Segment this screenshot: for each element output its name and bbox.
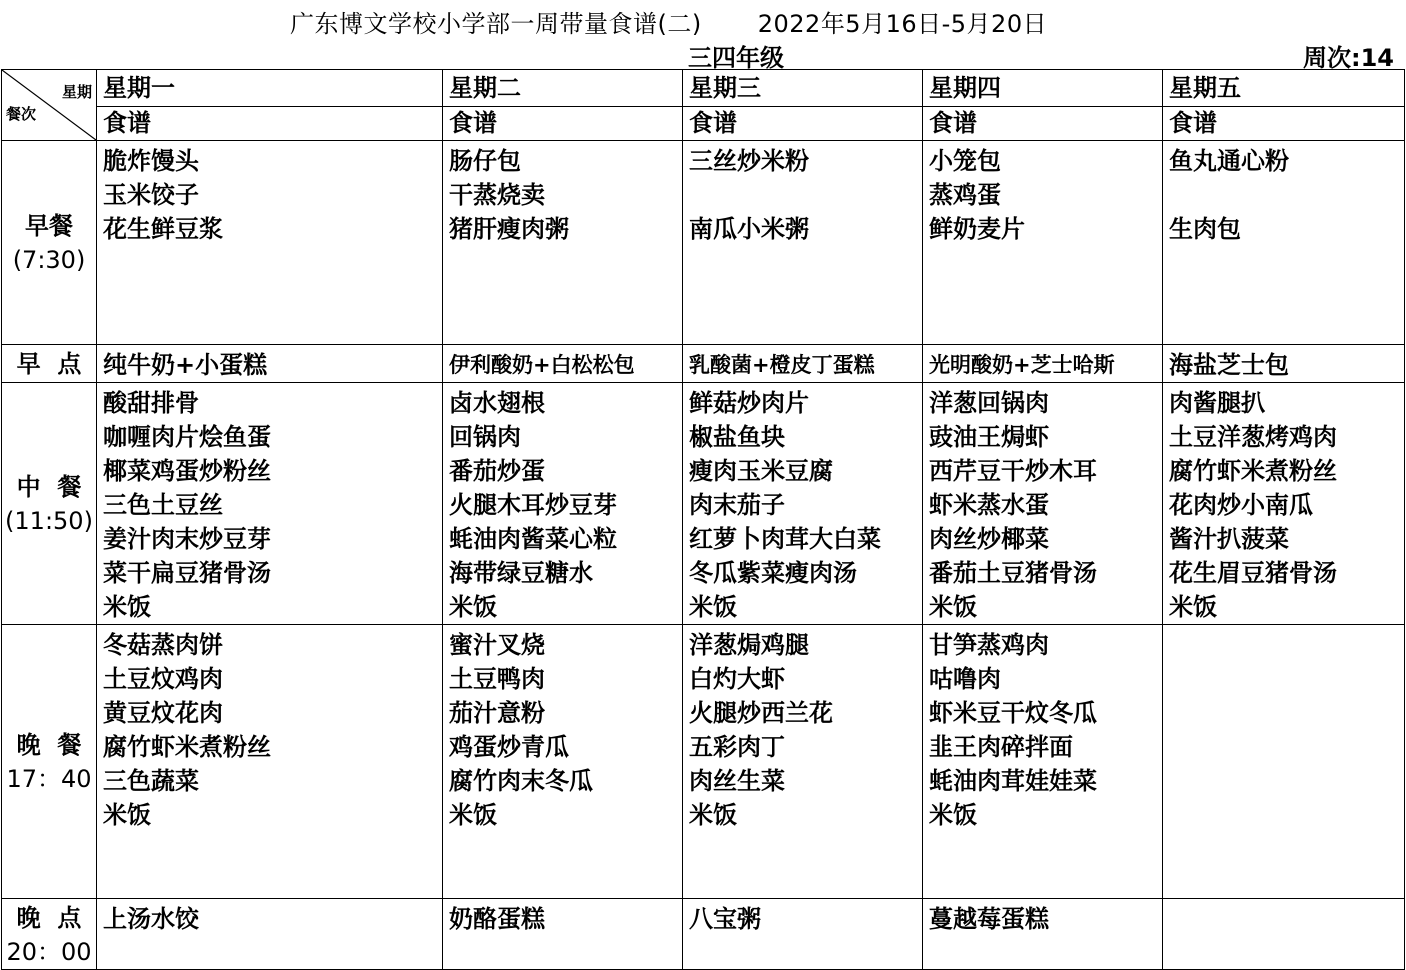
dish-item: 生肉包: [1169, 215, 1241, 243]
dish-item: 米饭: [689, 801, 737, 829]
menu-cell-breakfast-wednesday: [683, 141, 923, 345]
menu-cell-lunch-wednesday: [683, 383, 923, 625]
corner-cell: [2, 70, 97, 141]
dish-item: 三色蔬菜: [103, 767, 199, 795]
dish-item: 卤水翅根: [449, 389, 545, 417]
dish-item: 椒盐鱼块: [689, 423, 785, 451]
menu-cell-breakfast-friday: [1163, 141, 1405, 345]
dish-item: 肉酱腿扒: [1169, 389, 1265, 417]
dish-item: 光明酸奶+芝士哈斯: [929, 353, 1115, 377]
menu-cell-breakfast-tuesday: [443, 141, 683, 345]
dish-item: 茄汁意粉: [449, 699, 545, 727]
dish-item: 鸡蛋炒青瓜: [449, 733, 569, 761]
dish-item: 鱼丸通心粉: [1169, 147, 1289, 175]
recipe-label-friday: 食谱: [1163, 107, 1405, 141]
dish-item: 虾米豆干炆冬瓜: [929, 699, 1097, 727]
menu-cell-lunch-thursday: [923, 383, 1163, 625]
menu-cell-dinner-wednesday: [683, 625, 923, 899]
dish-item: 米饭: [449, 593, 497, 621]
menu-cell-lunch-monday: [97, 383, 443, 625]
dish-item: 肉末茄子: [689, 491, 785, 519]
dish-item: 洋葱回锅肉: [929, 389, 1049, 417]
dish-item: 鲜菇炒肉片: [689, 389, 809, 417]
dish-item: 豉油王焗虾: [929, 423, 1049, 451]
dish-item: 椰菜鸡蛋炒粉丝: [103, 457, 271, 485]
dish-item: 花肉炒小南瓜: [1169, 491, 1313, 519]
day-wednesday: 星期三: [683, 70, 923, 107]
dish-item: 腐竹肉末冬瓜: [449, 767, 593, 795]
dish-item: 乳酸菌+橙皮丁蛋糕: [689, 353, 875, 377]
dish-item: 番茄土豆猪骨汤: [929, 559, 1097, 587]
meal-time: 20：00: [6, 938, 92, 966]
dish-item: 米饭: [449, 801, 497, 829]
dish-item: [689, 178, 922, 212]
dish-item: 虾米蒸水蛋: [929, 491, 1049, 519]
dish-item: 火腿炒西兰花: [689, 699, 833, 727]
date-range: 2022年5月16日-5月20日: [757, 10, 1048, 38]
grade-label: 三四年级: [688, 44, 784, 72]
menu-cell-morning-snack-wednesday: [683, 345, 923, 383]
menu-cell-morning-snack-tuesday: [443, 345, 683, 383]
recipe-label-wednesday: 食谱: [683, 107, 923, 141]
week-number: 周次:14: [1303, 44, 1394, 72]
meal-time: 17：40: [6, 764, 92, 793]
dish-item: 瘦肉玉米豆腐: [689, 457, 833, 485]
menu-table: [1, 69, 1405, 970]
dish-item: 三色土豆丝: [103, 491, 223, 519]
dish-item: 蜜汁叉烧: [449, 631, 545, 659]
dish-item: 腐竹虾米煮粉丝: [1169, 457, 1337, 485]
dish-item: 菜干扁豆猪骨汤: [103, 559, 271, 587]
dish-item: 肠仔包: [449, 147, 521, 175]
meal-row-breakfast: [2, 141, 1405, 345]
dish-item: 肉丝炒椰菜: [929, 525, 1049, 553]
meal-row-morning-snack: [2, 345, 1405, 383]
dish-item: 西芹豆干炒木耳: [929, 457, 1097, 485]
dish-item: 土豆炆鸡肉: [103, 665, 223, 693]
dish-item: 蚝油肉酱菜心粒: [449, 525, 617, 553]
dish-item: 土豆洋葱烤鸡肉: [1169, 423, 1337, 451]
dish-item: 米饭: [103, 801, 151, 829]
dish-item: 火腿木耳炒豆芽: [449, 491, 617, 519]
menu-cell-night-snack-monday: [97, 899, 443, 970]
dish-item: 脆炸馒头: [103, 147, 199, 175]
day-tuesday: 星期二: [443, 70, 683, 107]
dish-item: 姜汁肉末炒豆芽: [103, 525, 271, 553]
meal-label-dinner: [2, 625, 97, 899]
day-thursday: 星期四: [923, 70, 1163, 107]
dish-item: 米饭: [689, 593, 737, 621]
day-friday: 星期五: [1163, 70, 1405, 107]
recipe-label-tuesday: 食谱: [443, 107, 683, 141]
dish-item: 肉丝生菜: [689, 767, 785, 795]
dish-item: 蚝油肉茸娃娃菜: [929, 767, 1097, 795]
menu-cell-morning-snack-thursday: [923, 345, 1163, 383]
menu-cell-lunch-tuesday: [443, 383, 683, 625]
dish-item: 海盐芝士包: [1169, 351, 1289, 379]
meal-time: (11:50): [5, 506, 93, 535]
meal-name: 晚 餐: [16, 730, 82, 759]
dish-item: 白灼大虾: [689, 665, 785, 693]
title-text: 广东博文学校小学部一周带量食谱(二): [290, 10, 702, 38]
corner-meal-label: 餐次: [6, 105, 37, 123]
dish-item: 干蒸烧卖: [449, 181, 545, 209]
dish-item: 南瓜小米粥: [689, 215, 809, 243]
dish-item: 洋葱焗鸡腿: [689, 631, 809, 659]
meal-label-night-snack: [2, 899, 97, 970]
meal-label-breakfast: [2, 141, 97, 345]
menu-cell-dinner-thursday: [923, 625, 1163, 899]
meal-name: 晚 点: [16, 904, 82, 932]
meal-name: 中 餐: [16, 472, 82, 501]
meal-row-dinner: [2, 625, 1405, 899]
menu-cell-breakfast-monday: [97, 141, 443, 345]
dish-item: 三丝炒米粉: [689, 147, 809, 175]
corner-day-label: 星期: [61, 83, 92, 101]
dish-item: 土豆鸭肉: [449, 665, 545, 693]
meal-row-night-snack: [2, 899, 1405, 970]
dish-item: 红萝卜肉茸大白菜: [689, 525, 881, 553]
menu-cell-night-snack-tuesday: [443, 899, 683, 970]
dish-item: 猪肝瘦肉粥: [449, 215, 569, 243]
recipe-header-row: [2, 107, 1405, 141]
meal-name: 早餐: [25, 211, 73, 240]
dish-item: 韭王肉碎拌面: [929, 733, 1073, 761]
dish-item: [1169, 178, 1404, 212]
menu-cell-breakfast-thursday: [923, 141, 1163, 345]
dish-item: 上汤水饺: [103, 905, 199, 933]
dish-item: 米饭: [929, 801, 977, 829]
dish-item: 酱汁扒菠菜: [1169, 525, 1289, 553]
menu-cell-morning-snack-friday: [1163, 345, 1405, 383]
menu-cell-night-snack-friday: [1163, 899, 1405, 970]
dish-item: 五彩肉丁: [689, 733, 785, 761]
menu-cell-dinner-monday: [97, 625, 443, 899]
dish-item: 蔓越莓蛋糕: [929, 905, 1049, 933]
dish-item: 冬瓜紫菜瘦肉汤: [689, 559, 857, 587]
day-header-row: [2, 70, 1405, 107]
meal-time: (7:30): [12, 245, 86, 274]
menu-cell-dinner-tuesday: [443, 625, 683, 899]
dish-item: 咕噜肉: [929, 665, 1001, 693]
dish-item: 米饭: [103, 593, 151, 621]
dish-item: 海带绿豆糖水: [449, 559, 593, 587]
dish-item: 蒸鸡蛋: [929, 181, 1001, 209]
meal-label-lunch: [2, 383, 97, 625]
page-title: [290, 4, 1047, 39]
dish-item: 花生鲜豆浆: [103, 215, 223, 243]
dish-item: 米饭: [1169, 593, 1217, 621]
dish-item: 冬菇蒸肉饼: [103, 631, 223, 659]
menu-cell-morning-snack-monday: [97, 345, 443, 383]
dish-item: 八宝粥: [689, 905, 761, 933]
menu-cell-night-snack-thursday: [923, 899, 1163, 970]
dish-item: 奶酪蛋糕: [449, 905, 545, 933]
dish-item: 纯牛奶+小蛋糕: [103, 351, 268, 379]
recipe-label-monday: 食谱: [97, 107, 443, 141]
menu-cell-lunch-friday: [1163, 383, 1405, 625]
recipe-label-thursday: 食谱: [923, 107, 1163, 141]
meal-row-lunch: [2, 383, 1405, 625]
dish-item: 番茄炒蛋: [449, 457, 545, 485]
dish-item: 鲜奶麦片: [929, 215, 1025, 243]
dish-item: 伊利酸奶+白松松包: [449, 353, 635, 377]
dish-item: 米饭: [929, 593, 977, 621]
dish-item: 玉米饺子: [103, 181, 199, 209]
dish-item: 黄豆炆花肉: [103, 699, 223, 727]
meal-label-morning-snack: [2, 345, 97, 383]
day-monday: 星期一: [97, 70, 443, 107]
menu-cell-dinner-friday: [1163, 625, 1405, 899]
menu-body: [2, 70, 1405, 970]
dish-item: 甘笋蒸鸡肉: [929, 631, 1049, 659]
dish-item: 腐竹虾米煮粉丝: [103, 733, 271, 761]
dish-item: 回锅肉: [449, 423, 521, 451]
menu-cell-night-snack-wednesday: [683, 899, 923, 970]
dish-item: 咖喱肉片烩鱼蛋: [103, 423, 271, 451]
dish-item: 小笼包: [929, 147, 1001, 175]
dish-item: 酸甜排骨: [103, 389, 199, 417]
meal-name: 早 点: [16, 349, 82, 378]
dish-item: 花生眉豆猪骨汤: [1169, 559, 1337, 587]
